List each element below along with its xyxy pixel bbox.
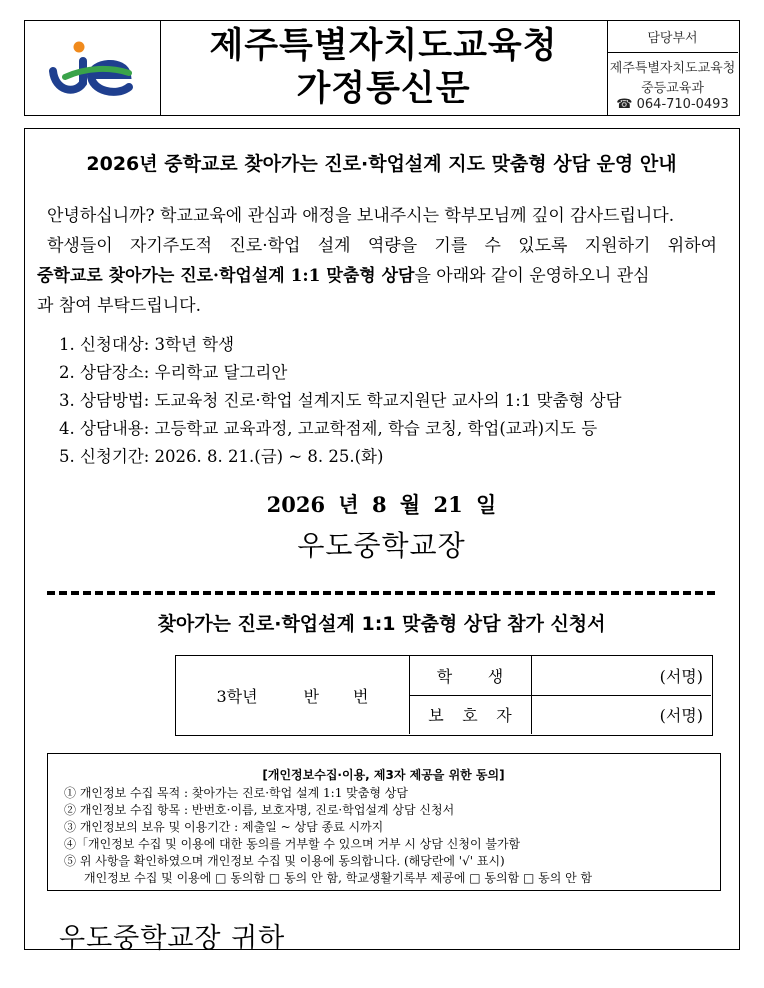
department-label: 담당부서 — [607, 21, 738, 53]
privacy-line: ② 개인정보 수집 항목 : 반번호·이름, 보호자명, 진로·학업설계 상담 신청서 — [64, 803, 455, 817]
student-sign-row — [409, 656, 711, 696]
principal-signature-line: 우도중학교장 — [297, 529, 466, 562]
list-item: 3. 상담방법: 도교육청 진로·학업 설계지도 학교지원단 교사의 1:1 맞춤형 상담 — [59, 391, 622, 410]
header-table — [24, 20, 740, 116]
privacy-line: ⑤ 위 사항을 확인하였으며 개인정보 수집 및 이용에 동의합니다. (해당란에 '√' 표시) — [64, 854, 505, 868]
number-label: 번 — [353, 686, 369, 706]
privacy-title: [개인정보수집·이용, 제3자 제공을 위한 동의] — [262, 768, 505, 782]
logo-cell — [25, 21, 161, 115]
body-line-2 — [37, 261, 725, 291]
application-sign-table — [175, 655, 713, 736]
privacy-line: ① 개인정보 수집 목적 : 찾아가는 진로·학업 설계 1:1 맞춤형 상담 — [64, 786, 408, 800]
student-role-label: 학 생 — [409, 656, 532, 695]
privacy-consent-checkboxes[interactable]: 개인정보 수집 및 이용에 □ 동의함 □ 동의 안 함, 학교생활기록부 제공에 □ 동의함 □ 동의 안 함 — [84, 871, 593, 885]
list-item: 2. 상담장소: 우리학교 달그리안 — [59, 363, 288, 382]
notice-box — [24, 128, 740, 954]
body-bold-program: 중학교로 찾아가는 진로·학업설계 1:1 맞춤형 상담 — [37, 266, 415, 286]
list-item: 5. 신청기간: 2026. 8. 21.(금) ~ 8. 25.(화) — [59, 447, 384, 466]
header-title-line1: 제주특별자치도교육청 — [209, 26, 558, 66]
parent-sign-row — [409, 695, 711, 734]
student-signature-field[interactable]: (서명) — [659, 667, 703, 686]
privacy-line: ③ 개인정보의 보유 및 이용기간 : 제출일 ~ 상담 종료 시까지 — [64, 820, 384, 834]
header-title-line2: 가정통신문 — [296, 69, 471, 109]
privacy-consent-box — [47, 753, 721, 891]
notice-date: 2026 년 8 월 21 일 — [266, 492, 497, 517]
body-tail: 을 아래와 같이 운영하오니 관심 — [414, 266, 650, 286]
privacy-line: ④「개인정보 수집 및 이용에 대한 동의를 거부할 수 있으며 거부 시 상담 신청이 불가함 — [64, 837, 521, 851]
parent-role-label: 보 호 자 — [409, 695, 532, 734]
list-item: 4. 상담내용: 고등학교 교육과정, 고교학점제, 학습 코칭, 학업(교과)지도 등 — [59, 419, 598, 438]
phone-icon: ☎ — [616, 97, 633, 112]
department-cell — [607, 21, 738, 115]
addressee: 우도중학교장 귀하 — [59, 923, 286, 954]
cut-line-divider — [47, 591, 715, 595]
phone-number: 064-710-0493 — [636, 97, 729, 112]
student-class-cell[interactable] — [176, 656, 410, 734]
greeting: 안녕하십니까? 학교교육에 관심과 애정을 보내주시는 학부모님께 깊이 감사드립니다. — [47, 206, 675, 226]
department-name: 중등교육과 — [641, 81, 704, 96]
notice-title: 2026년 중학교로 찾아가는 진로·학업설계 지도 맞춤형 상담 운영 안내 — [86, 153, 677, 175]
grade-label: 3학년 — [216, 686, 258, 706]
parent-signature-field[interactable]: (서명) — [659, 706, 703, 725]
jeju-education-logo — [25, 21, 160, 115]
application-title: 찾아가는 진로·학업설계 1:1 맞춤형 상담 참가 신청서 — [157, 613, 606, 635]
class-label: 반 — [303, 686, 320, 706]
department-phone — [607, 97, 738, 112]
list-item: 1. 신청대상: 3학년 학생 — [59, 335, 235, 354]
title-cell — [160, 21, 608, 115]
body-line-1: 학생들이 자기주도적 진로·학업 설계 역량을 기를 수 있도록 지원하기 위하여 — [47, 236, 717, 256]
department-org: 제주특별자치도교육청 — [609, 61, 736, 76]
body-line-3: 과 참여 부탁드립니다. — [37, 296, 202, 316]
